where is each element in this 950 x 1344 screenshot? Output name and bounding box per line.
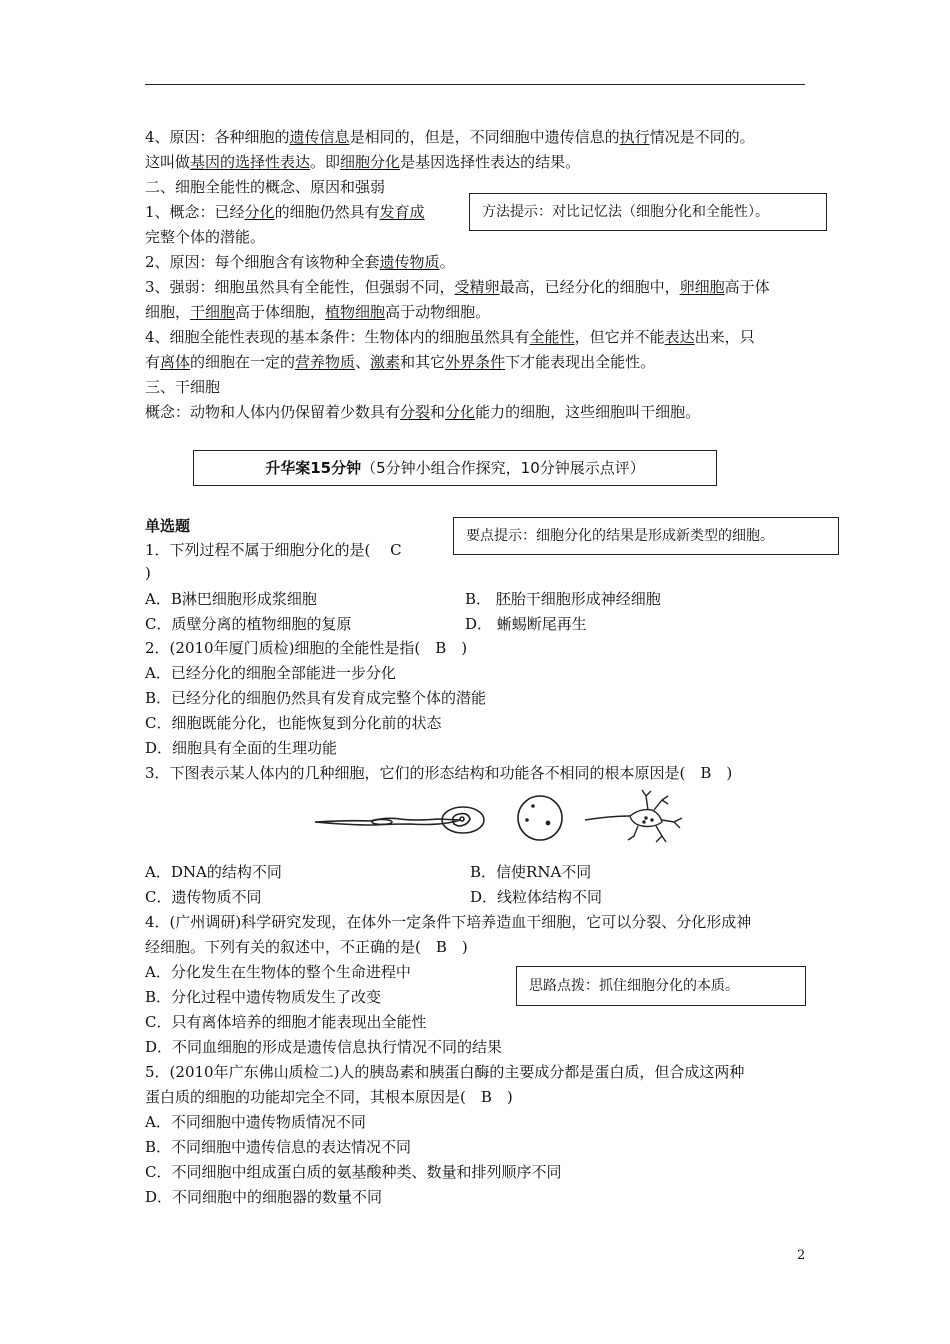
mcq-heading: 单选题 bbox=[145, 517, 191, 535]
round-cell-drawing bbox=[518, 796, 562, 840]
q3-option-b: B．信使RNA不同 bbox=[470, 863, 592, 881]
strength-line-1: 3、强弱：细胞虽然具有全能性，但强弱不同，受精卵最高，已经分化的细胞中，卵细胞高于体 bbox=[145, 278, 770, 296]
key-tip-box: 要点提示：细胞分化的结果是形成新类型的细胞。 bbox=[453, 517, 839, 555]
thinking-tip-box: 思路点拨：抓住细胞分化的本质。 bbox=[516, 966, 806, 1006]
reason-line-1: 4、原因：各种细胞的遗传信息是相同的，但是，不同细胞中遗传信息的执行情况是不同的。 bbox=[145, 128, 755, 146]
q2-option-d: D．细胞具有全面的生理功能 bbox=[145, 739, 338, 757]
q1-option-a: A．B淋巴细胞形成浆细胞 bbox=[145, 590, 317, 608]
cell-figure bbox=[310, 788, 830, 848]
q4-option-b: B．分化过程中遗传物质发生了改变 bbox=[145, 988, 382, 1006]
q2-stem: 2．(2010年厦门质检)细胞的全能性是指( B ) bbox=[145, 639, 468, 657]
conditions-line-1: 4、细胞全能性表现的基本条件：生物体内的细胞虽然具有全能性，但它并不能表达出来，只 bbox=[145, 328, 755, 346]
q2-option-b: B．已经分化的细胞仍然具有发育成完整个体的潜能 bbox=[145, 689, 487, 707]
q1-option-b: B． 胚胎干细胞形成神经细胞 bbox=[465, 590, 661, 608]
q1-stem-tail: ) bbox=[145, 564, 151, 582]
muscle-cell-drawing bbox=[315, 818, 460, 825]
banner-title: 升华案15分钟 bbox=[265, 459, 362, 477]
strength-line-2: 细胞，干细胞高于体细胞，植物细胞高于动物细胞。 bbox=[145, 303, 491, 321]
q4-stem-line-1: 4．(广州调研)科学研究发现，在体外一定条件下培养造血干细胞，它可以分裂、分化形成神 bbox=[145, 913, 752, 931]
page-number: 2 bbox=[797, 1248, 806, 1263]
totipotency-reason: 2、原因：每个细胞含有该物种全套遗传物质。 bbox=[145, 253, 455, 271]
q3-option-a: A．DNA的结构不同 bbox=[145, 863, 282, 881]
q1-option-d: D． 蜥蜴断尾再生 bbox=[465, 615, 587, 633]
heading-stem-cell: 三、干细胞 bbox=[145, 378, 221, 396]
q4-option-c: C．只有离体培养的细胞才能表现出全能性 bbox=[145, 1013, 427, 1031]
q4-option-a: A．分化发生在生物体的整个生命进程中 bbox=[145, 963, 411, 981]
header-rule bbox=[145, 84, 805, 85]
concept-line-2: 完整个体的潜能。 bbox=[145, 228, 266, 246]
q4-option-d: D．不同血细胞的形成是遗传信息执行情况不同的结果 bbox=[145, 1038, 503, 1056]
q4-stem-line-2: 经细胞。下列有关的叙述中，不正确的是( B ) bbox=[145, 938, 468, 956]
q5-stem-line-1: 5．(2010年广东佛山质检二)人的胰岛素和胰蛋白酶的主要成分都是蛋白质，但合成这两种 bbox=[145, 1063, 745, 1081]
q3-stem: 3．下图表示某人体内的几种细胞，它们的形态结构和功能各不相同的根本原因是( B ) bbox=[145, 764, 733, 782]
method-tip-box: 方法提示：对比记忆法（细胞分化和全能性）。 bbox=[469, 193, 827, 231]
q1-stem: 1．下列过程不属于细胞分化的是( C bbox=[145, 541, 402, 559]
q5-option-b: B．不同细胞中遗传信息的表达情况不同 bbox=[145, 1138, 412, 1156]
banner-sub: （5分钟小组合作探究，10分钟展示点评） bbox=[361, 459, 645, 477]
q5-stem-line-2: 蛋白质的细胞的功能却完全不同，其根本原因是( B ) bbox=[145, 1088, 513, 1106]
q2-option-a: A．已经分化的细胞全部能进一步分化 bbox=[145, 664, 396, 682]
q5-option-d: D．不同细胞中的细胞器的数量不同 bbox=[145, 1188, 383, 1206]
q5-option-a: A．不同细胞中遗传物质情况不同 bbox=[145, 1113, 366, 1131]
q3-option-c: C．遗传物质不同 bbox=[145, 888, 262, 906]
q5-option-c: C．不同细胞中组成蛋白质的氨基酸种类、数量和排列顺序不同 bbox=[145, 1163, 562, 1181]
reason-line-2: 这叫做基因的选择性表达。即细胞分化是基因选择性表达的结果。 bbox=[145, 153, 581, 171]
q2-option-c: C．细胞既能分化，也能恢复到分化前的状态 bbox=[145, 714, 442, 732]
concept-line-1: 1、概念：已经分化的细胞仍然具有发育成 bbox=[145, 203, 425, 221]
nerve-cell-drawing bbox=[585, 790, 682, 842]
heading-totipotency: 二、细胞全能性的概念、原因和强弱 bbox=[145, 178, 386, 196]
q1-option-c: C．质壁分离的植物细胞的复原 bbox=[145, 615, 352, 633]
q3-option-d: D．线粒体结构不同 bbox=[470, 888, 603, 906]
section-banner bbox=[193, 450, 717, 486]
conditions-line-2: 有离体的细胞在一定的营养物质、激素和其它外界条件下才能表现出全能性。 bbox=[145, 353, 656, 371]
stem-cell-concept: 概念：动物和人体内仍保留着少数具有分裂和分化能力的细胞，这些细胞叫干细胞。 bbox=[145, 403, 701, 421]
